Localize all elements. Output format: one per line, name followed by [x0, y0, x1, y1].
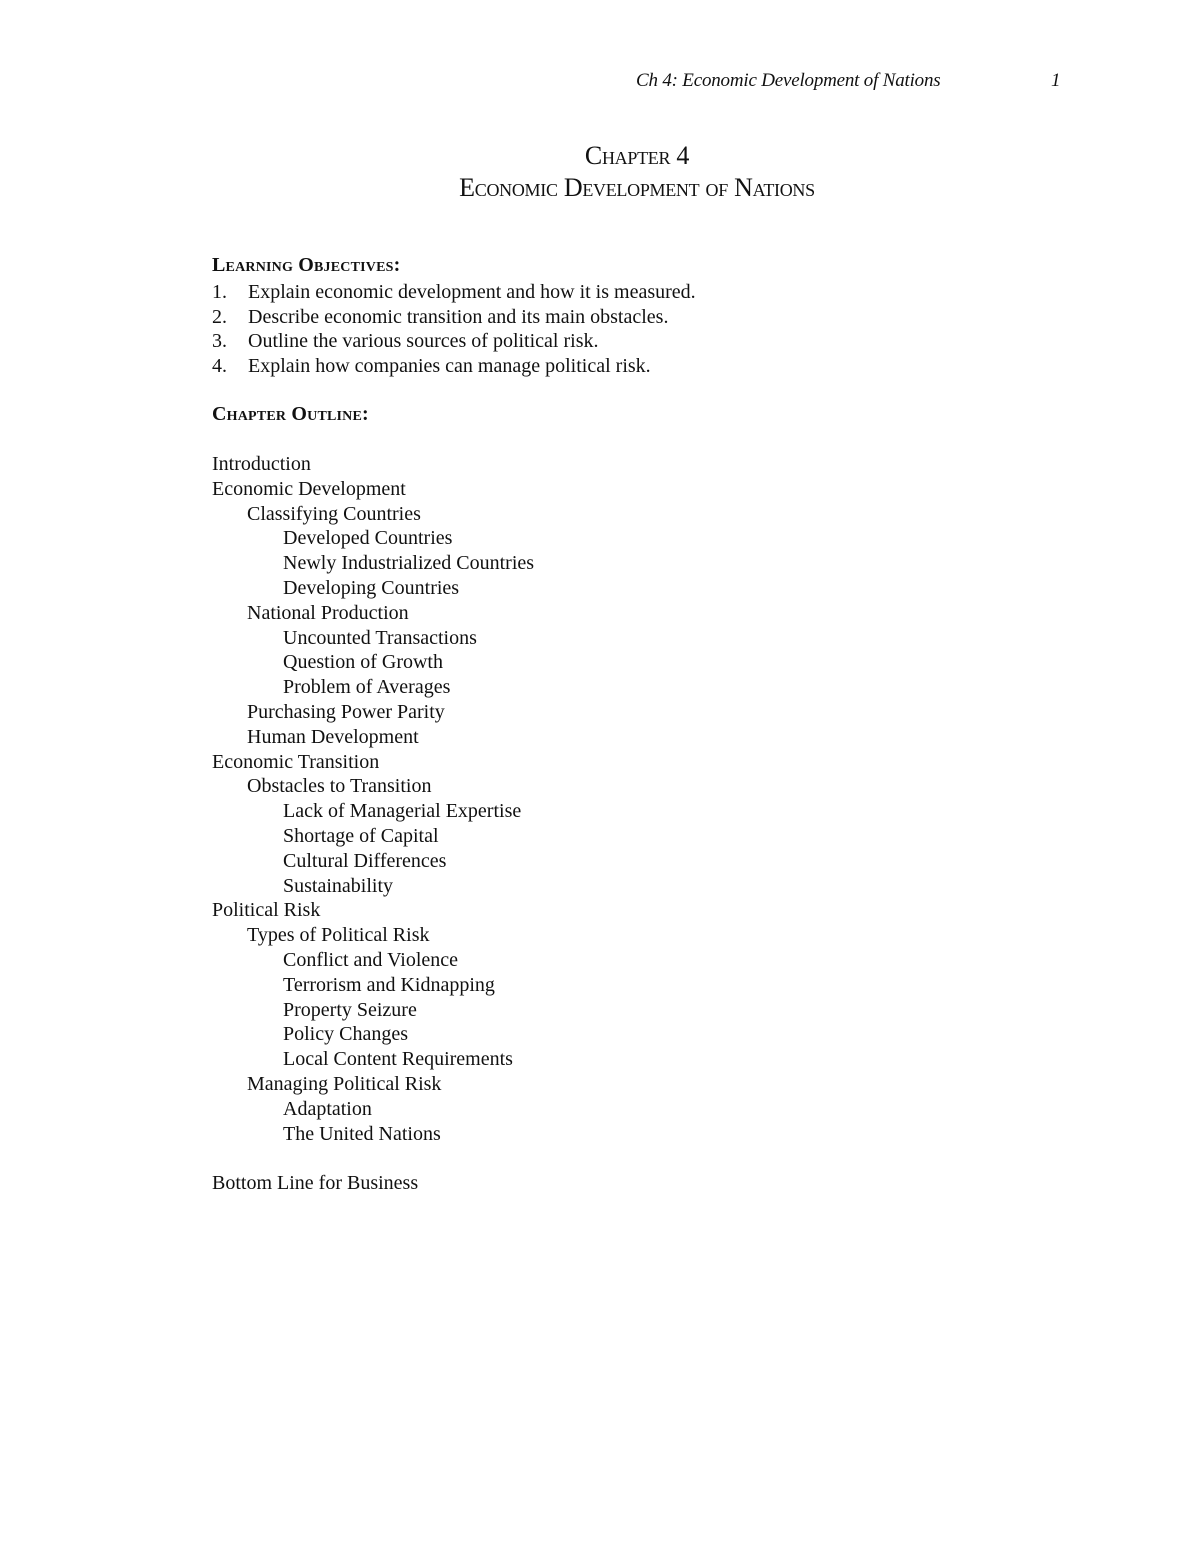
outline-item-level-3: Conflict and Violence — [283, 948, 459, 971]
outline-item-level-3: Property Seizure — [283, 998, 417, 1021]
outline-item-level-3: Sustainability — [283, 874, 393, 897]
objective-text: Explain how companies can manage political risk. — [248, 354, 651, 377]
outline-item-level-2: Managing Political Risk — [247, 1072, 442, 1095]
objective-text: Outline the various sources of political risk. — [248, 330, 599, 352]
chapter-title — [0, 140, 1200, 204]
outline-item-level-3: Problem of Averages — [283, 676, 451, 699]
chapter-outline-list — [212, 452, 534, 1146]
objective-item — [212, 354, 696, 379]
outline-item-level-2: Human Development — [247, 725, 419, 748]
outline-item-level-1: Political Risk — [212, 899, 321, 922]
objective-number: 3. — [212, 330, 227, 352]
outline-item-level-3: Question of Growth — [283, 651, 443, 674]
outline-item-level-3: Uncounted Transactions — [283, 626, 477, 649]
objective-item — [212, 305, 696, 330]
objective-text: Explain economic development and how it is measured. — [248, 281, 696, 303]
outline-item-level-2: National Production — [247, 601, 409, 624]
outline-item-level-1: Economic Transition — [212, 750, 380, 773]
outline-item-level-3: Lack of Managerial Expertise — [283, 800, 522, 823]
outline-closing-item: Bottom Line for Business — [212, 1172, 419, 1194]
chapter-number: Chapter 4 — [584, 141, 690, 170]
running-header: Ch 4: Economic Development of Nations — [636, 70, 941, 91]
outline-item-level-3: Shortage of Capital — [283, 824, 439, 847]
outline-item-level-3: Developed Countries — [283, 527, 453, 550]
outline-item-level-3: Cultural Differences — [283, 849, 447, 872]
page-number: 1 — [1051, 70, 1061, 91]
outline-item-level-3: Policy Changes — [283, 1023, 408, 1046]
objective-item — [212, 329, 696, 354]
outline-item-level-2: Types of Political Risk — [247, 924, 430, 947]
outline-item-level-2: Classifying Countries — [247, 502, 421, 525]
outline-item-level-1: Introduction — [212, 453, 311, 475]
outline-item-level-3: The United Nations — [283, 1122, 441, 1145]
objective-number: 2. — [212, 305, 227, 328]
chapter-outline-heading: Chapter Outline: — [212, 403, 369, 425]
chapter-name: Economic Development of Nations — [459, 173, 815, 202]
objective-number: 1. — [212, 281, 227, 303]
objective-item — [212, 280, 696, 305]
outline-item-level-3: Developing Countries — [283, 576, 460, 599]
objective-number: 4. — [212, 354, 227, 377]
outline-item-level-2: Purchasing Power Parity — [247, 700, 445, 723]
outline-item-level-3: Terrorism and Kidnapping — [283, 973, 495, 996]
outline-item-level-3: Local Content Requirements — [283, 1048, 513, 1071]
outline-item-level-3: Adaptation — [283, 1097, 372, 1120]
outline-item-level-3: Newly Industrialized Countries — [283, 552, 535, 575]
outline-item-level-1: Economic Development — [212, 477, 406, 500]
objective-text: Describe economic transition and its main obstacles. — [248, 305, 669, 328]
learning-objectives-list — [212, 280, 696, 378]
learning-objectives-heading: Learning Objectives: — [212, 254, 401, 276]
outline-item-level-2: Obstacles to Transition — [247, 775, 432, 798]
